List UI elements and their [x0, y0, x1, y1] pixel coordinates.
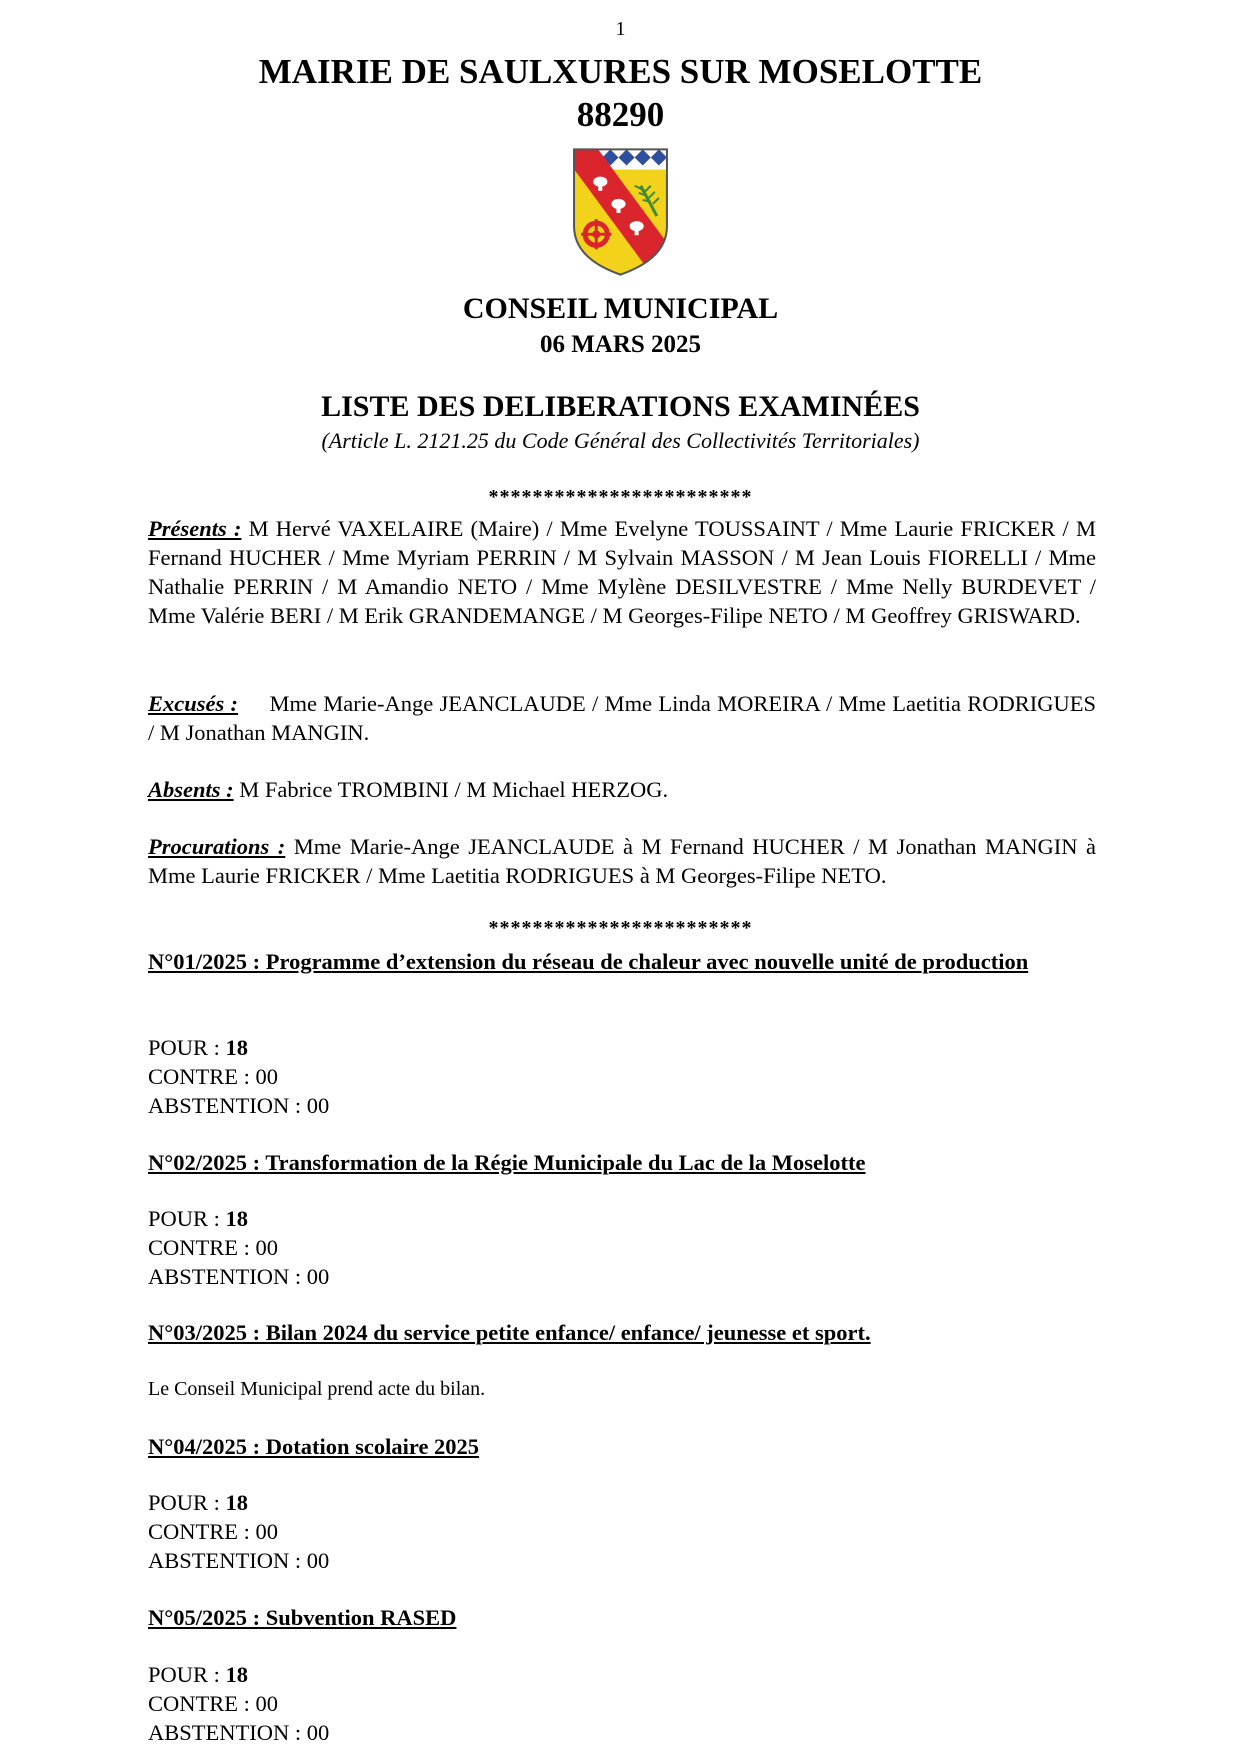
separator-top: ************************ — [488, 486, 753, 508]
vote-contre: CONTRE : 00 — [148, 1235, 279, 1260]
list-title: LISTE DES DELIBERATIONS EXAMINÉES — [321, 390, 920, 423]
presents-text: M Hervé VAXELAIRE (Maire) / Mme Evelyne TOUSSAINT / Mme Laurie FRICKER / M Fernand HUCHER / Mme Myriam PERRIN / M Sylvain MASSON / M Jean Louis FIORELLI / Mme Nathalie PERRIN / M Amandio NETO / Mme Mylène DESILVESTRE / Mme Nelly BURDEVET / Mme Valérie BERI / M Erik GRANDEMANGE / M Georges-Filipe NETO / M Geoffrey GRISWARD. — [148, 516, 1096, 628]
deliberation-title: N°04/2025 : Dotation scolaire 2025 — [148, 1434, 480, 1459]
vote-pour: POUR : 18 — [148, 1035, 249, 1060]
vote-pour: POUR : 18 — [148, 1662, 249, 1687]
absents-paragraph — [148, 775, 1096, 804]
mairie-title: MAIRIE DE SAULXURES SUR MOSELOTTE — [258, 52, 983, 91]
vote-pour: POUR : 18 — [148, 1490, 249, 1515]
procurations-text: Mme Marie-Ange JEANCLAUDE à M Fernand HUCHER / M Jonathan MANGIN à Mme Laurie FRICKER / Mme Laetitia RODRIGUES à M Georges-Filipe NETO. — [148, 834, 1096, 888]
council-date: 06 MARS 2025 — [539, 331, 702, 358]
absents-text: M Fabrice TROMBINI / M Michael HERZOG. — [239, 777, 669, 802]
excuses-text: Mme Marie-Ange JEANCLAUDE / Mme Linda MOREIRA / Mme Laetitia RODRIGUES / M Jonathan MANGIN. — [148, 691, 1097, 745]
separator-bottom: ************************ — [488, 917, 753, 939]
deliberation-title: N°05/2025 : Subvention RASED — [148, 1605, 457, 1630]
coat-of-arms-icon — [570, 145, 671, 277]
vote-abstention: ABSTENTION : 00 — [148, 1093, 330, 1118]
vote-contre: CONTRE : 00 — [148, 1691, 279, 1716]
procurations-label: Procurations : — [148, 834, 286, 859]
council-title: CONSEIL MUNICIPAL — [462, 292, 779, 325]
vote-abstention: ABSTENTION : 00 — [148, 1264, 330, 1289]
vote-contre: CONTRE : 00 — [148, 1064, 279, 1089]
article-reference: (Article L. 2121.25 du Code Général des Collectivités Territoriales) — [321, 428, 920, 453]
deliberation-title: N°02/2025 : Transformation de la Régie Municipale du Lac de la Moselotte — [148, 1150, 866, 1175]
page-number: 1 — [615, 18, 626, 40]
deliberation-title: N°03/2025 : Bilan 2024 du service petite enfance/ enfance/ jeunesse et sport. — [148, 1320, 871, 1345]
deliberation-title: N°01/2025 : Programme d’extension du réseau de chaleur avec nouvelle unité de production — [148, 949, 1029, 974]
excuses-label: Excusés : — [148, 691, 239, 716]
vote-abstention: ABSTENTION : 00 — [148, 1548, 330, 1573]
presents-paragraph — [148, 514, 1096, 630]
excuses-paragraph — [148, 689, 1096, 747]
presents-label: Présents : — [148, 516, 242, 541]
vote-abstention: ABSTENTION : 00 — [148, 1720, 330, 1745]
deliberation-note: Le Conseil Municipal prend acte du bilan. — [148, 1378, 486, 1400]
vote-contre: CONTRE : 00 — [148, 1519, 279, 1544]
vote-pour: POUR : 18 — [148, 1206, 249, 1231]
procurations-paragraph — [148, 832, 1096, 890]
absents-label: Absents : — [148, 777, 234, 802]
postcode: 88290 — [576, 95, 665, 134]
